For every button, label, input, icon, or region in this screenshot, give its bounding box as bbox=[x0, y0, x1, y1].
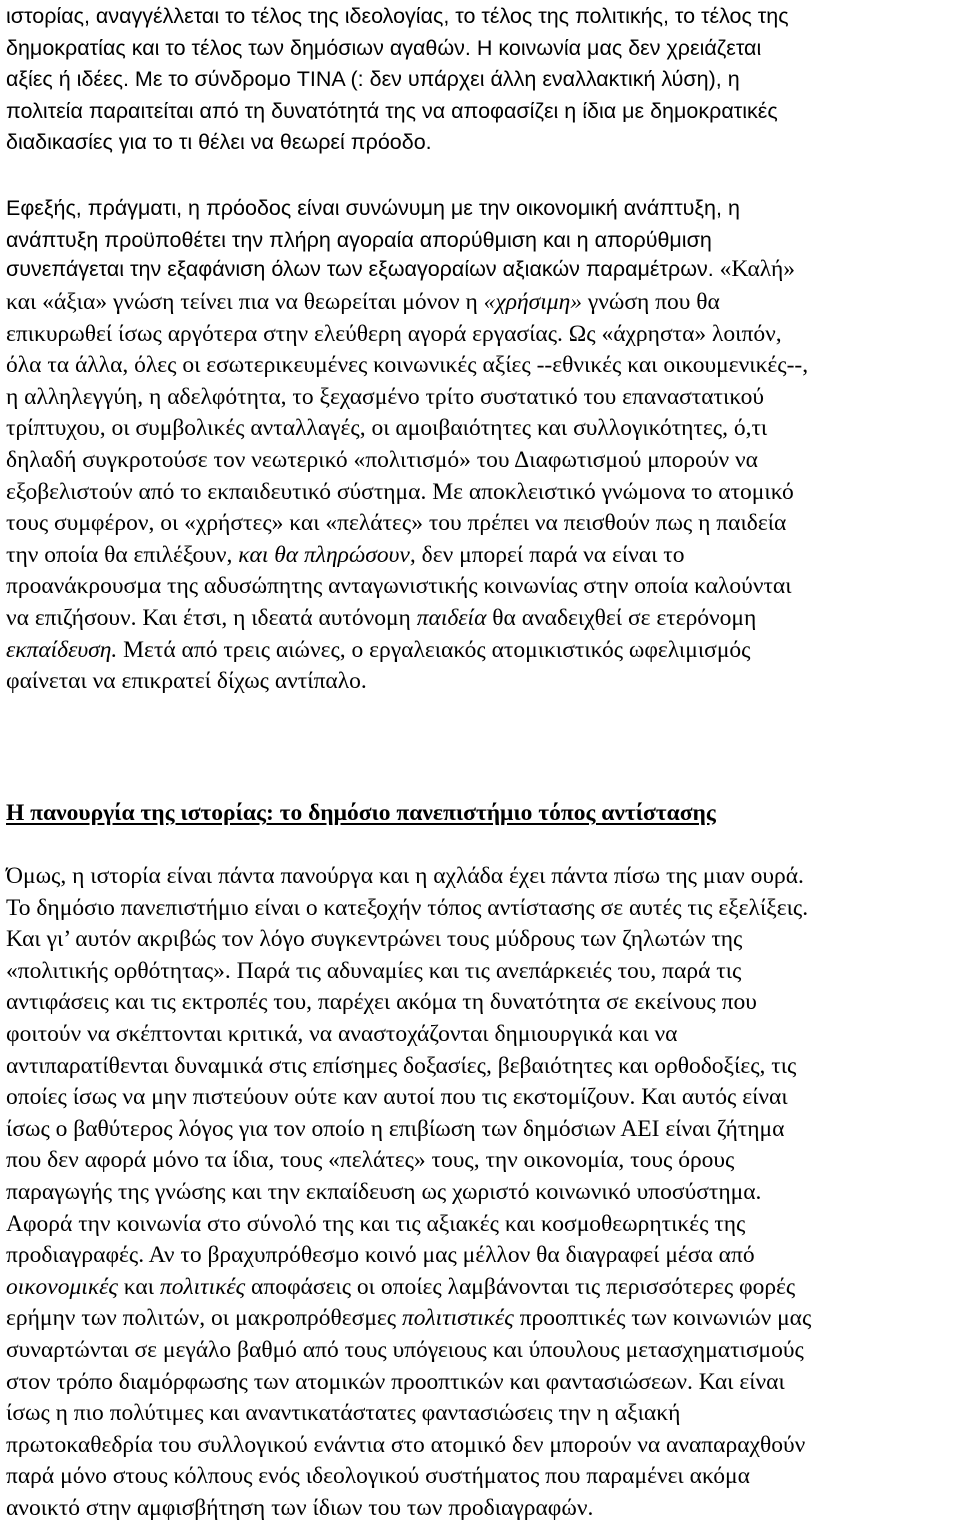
text-fragment: Ως «άχρηστα» λοιπόν, bbox=[562, 320, 782, 347]
text-line: που δεν αφορά μόνο τα ίδια, τους «πελάτες» τους, την οικονομία, τους όρους bbox=[6, 1147, 735, 1174]
italic-fragment: οικονομικές bbox=[6, 1273, 118, 1300]
italic-fragment: πολιτιστικές bbox=[401, 1305, 514, 1332]
text-line: η αλληλεγγύη, η αδελφότητα, το ξεχασμένο τρίτο συστατικό του επαναστατικού bbox=[6, 383, 765, 410]
text-line: πολιτεία παραιτείται από τη δυνατότητά της να αποφασίζει η ίδια με δημοκρατικές bbox=[6, 98, 778, 123]
text-line: τους συμφέρον, οι «χρήστες» και «πελάτες» του πρέπει να πεισθούν πως η παιδεία bbox=[6, 510, 787, 537]
text-fragment: Και έτσι, η ιδεατά αυτόνομη bbox=[136, 604, 417, 631]
text-line: πρωτοκαθεδρία του συλλογικού ενάντια στο ατομικό δεν μπορούν να αναπαραχθούν bbox=[6, 1431, 806, 1458]
italic-fragment: εκπαίδευση. bbox=[6, 636, 118, 663]
text-line: παρά μόνο στους κόλπους ενός ιδεολογικού συστήματος που παραμένει ακόμα bbox=[6, 1463, 750, 1490]
italic-fragment: πολιτικές bbox=[159, 1273, 246, 1300]
text-line: φαίνεται να επικρατεί δίχως αντίπαλο. bbox=[6, 668, 367, 695]
text-line: διαδικασίες για το τι θέλει να θεωρεί πρόοδο. bbox=[6, 130, 432, 154]
text-fragment: δεν μπορεί παρά να είναι το bbox=[415, 541, 685, 568]
text-line: δηλαδή συγκροτούσε τον νεωτερικό «πολιτισμό» του Διαφωτισμού μπορούν να bbox=[6, 446, 758, 473]
text-line: συναρτώνται σε μεγάλο βαθμό από τους υπόγειους και ύπουλους μετασχηματισμούς bbox=[6, 1336, 804, 1363]
text-line: «πολιτικής ορθότητας». Παρά τις αδυναμίες και τις ανεπάρκειές του, παρά τις bbox=[6, 957, 742, 984]
text-fragment: επικυρωθεί ίσως αργότερα στην ελεύθερη αγορά εργασίας. bbox=[6, 320, 563, 347]
text-fragment: προοπτικές των κοινωνιών μας bbox=[513, 1305, 812, 1332]
text-fragment: γνώση που θα bbox=[581, 289, 720, 315]
text-fragment: «Καλή» bbox=[713, 256, 795, 282]
text-fragment: ερήμην των πολιτών, οι μακροπρόθεσμες bbox=[6, 1305, 402, 1332]
text-line: προανάκρουσμα της αδυσώπητης ανταγωνιστικής κοινωνίας στην οποία καλούνται bbox=[6, 573, 792, 600]
text-fragment: αποφάσεις οι οποίες λαμβάνονται τις περισσότερες φορές bbox=[245, 1273, 796, 1300]
text-line: Αφορά την κοινωνία στο σύνολό της και τις αξιακές και κοσμοθεωρητικές της bbox=[6, 1210, 746, 1237]
text-line: Όμως, η ιστορία είναι πάντα πανούργα και η αχλάδα έχει πάντα πίσω της μιαν ουρά. bbox=[6, 863, 804, 889]
text-line bbox=[6, 1303, 954, 1335]
text-line: παραγωγής της γνώσης και την εκπαίδευση ως χωριστό κοινωνικό υποσύστημα. bbox=[6, 1178, 762, 1205]
section-heading: Η πανουργία της ιστορίας: το δημόσιο πανεπιστήμιο τόπος αντίστασης bbox=[6, 800, 716, 826]
text-line: ίσως η πιο πολύτιμες και αναντικατάστατες φαντασιώσεις την η αξιακή bbox=[6, 1400, 681, 1427]
italic-fragment: παιδεία bbox=[416, 604, 487, 631]
text-line: προδιαγραφές. Αν το βραχυπρόθεσμο κοινό μας μέλλον θα διαγραφεί μέσα από bbox=[6, 1242, 755, 1269]
text-line bbox=[6, 1272, 954, 1304]
text-line: ανάπτυξη προϋποθέτει την πλήρη αγοραία απορύθμιση και η απορύθμιση bbox=[6, 227, 712, 252]
text-fragment: Με αποκλειστικό γνώμονα το ατομικό bbox=[426, 478, 794, 505]
text-line bbox=[6, 540, 954, 572]
text-line: όλα τα άλλα, όλες οι εσωτερικευμένες κοινωνικές αξίες --εθνικές και οικουμενικές--, bbox=[6, 352, 809, 379]
text-line: οποίες ίσως να μην πιστεύουν ούτε καν αυτοί που τις εκστομίζουν. Και αυτός είναι bbox=[6, 1084, 788, 1111]
text-line bbox=[6, 477, 954, 509]
text-fragment: θα αναδειχθεί σε ετερόνομη bbox=[486, 604, 757, 631]
italic-fragment: και θα πληρώσουν, bbox=[238, 541, 416, 568]
italic-fragment: «χρήσιμη» bbox=[483, 289, 582, 315]
text-fragment: εξοβελιστούν από το εκπαιδευτικό σύστημα. bbox=[6, 478, 427, 505]
text-fragment: συνεπάγεται την εξαφάνιση όλων των εξωαγοραίων αξιακών παραμέτρων. bbox=[6, 257, 714, 281]
text-line: στον τρόπο διαμόρφωσης των ατομικών προοπτικών και φαντασιώσεων. Και είναι bbox=[6, 1368, 785, 1395]
text-line: αξίες ή ιδέες. Με το σύνδρομο TINA (: δεν υπάρχει άλλη εναλλακτική λύση), η bbox=[6, 67, 740, 91]
text-line: αντιπαρατίθενται δυναμικά στις επίσημες δοξασίες, βεβαιότητες και ορθοδοξίες, τις bbox=[6, 1052, 797, 1079]
text-line: ίσως ο βαθύτερος λόγος για τον οποίο η επιβίωση των δημόσιων ΑΕΙ είναι ζήτημα bbox=[6, 1115, 785, 1142]
text-line: ιστορίας, αναγγέλλεται το τέλος της ιδεολογίας, το τέλος της πολιτικής, το τέλος της bbox=[6, 4, 789, 28]
text-line: ανοικτό στην αμφισβήτηση των ίδιων του των προδιαγραφών. bbox=[6, 1494, 594, 1521]
text-line: Το δημόσιο πανεπιστήμιο είναι ο κατεξοχήν τόπος αντίστασης σε αυτές τις εξελίξεις. bbox=[6, 894, 809, 921]
text-line bbox=[6, 635, 954, 667]
text-line: φοιτούν να σκέπτονται κριτικά, να αναστοχάζονται δημιουργικά και να bbox=[6, 1020, 678, 1047]
text-line: τρίπτυχου, οι συμβολικές ανταλλαγές, οι αμοιβαιότητες και συλλογικότητες, ό,τι bbox=[6, 415, 768, 442]
text-fragment: και «άξια» γνώση τείνει πια να θεωρείται μόνον η bbox=[6, 289, 484, 315]
paragraph-2-serif bbox=[6, 287, 954, 698]
text-line: Και γι’ αυτόν ακριβώς τον λόγο συγκεντρώνει τους μύδρους των ζηλωτών της bbox=[6, 926, 743, 953]
paragraph-2-sans bbox=[6, 193, 954, 256]
text-line bbox=[6, 319, 954, 351]
text-line: αντιφάσεις και τις εκτροπές του, παρέχει ακόμα τη δυνατότητα σε εκείνους που bbox=[6, 989, 757, 1016]
text-fragment: την οποία θα επιλέξουν, bbox=[6, 541, 239, 568]
text-fragment: Μετά από τρεις αιώνες, ο εργαλειακός ατομικιστικός ωφελιμισμός bbox=[117, 636, 751, 663]
text-fragment: και bbox=[117, 1273, 160, 1300]
paragraph-1 bbox=[6, 1, 954, 159]
paragraph-3 bbox=[6, 861, 954, 1524]
text-line bbox=[6, 287, 954, 319]
text-line: δημοκρατίας και το τέλος των δημόσιων αγαθών. Η κοινωνία μας δεν χρειάζεται bbox=[6, 35, 762, 60]
text-line: Εφεξής, πράγματι, η πρόοδος είναι συνώνυμη με την οικονομική ανάπτυξη, η bbox=[6, 196, 740, 220]
text-fragment: να επιζήσουν. bbox=[6, 604, 137, 631]
paragraph-2-line-3 bbox=[6, 256, 795, 288]
text-line bbox=[6, 603, 954, 635]
